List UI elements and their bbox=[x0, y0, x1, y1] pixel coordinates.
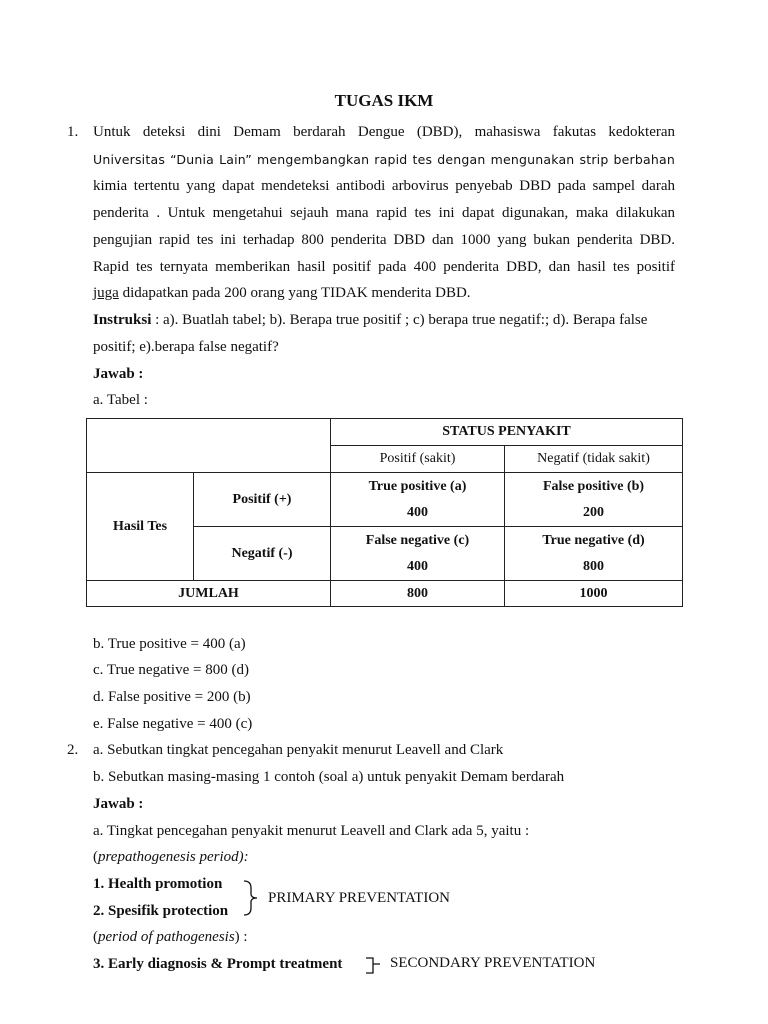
fp-value: 200 bbox=[583, 504, 604, 520]
jawab-label-2: Jawab : bbox=[93, 796, 144, 812]
prepath-paren: ( bbox=[93, 849, 98, 865]
instruksi-line-2: positif; e).berapa false negatif? bbox=[93, 339, 279, 355]
tabel-label: a. Tabel : bbox=[93, 392, 148, 408]
jawab-label-1: Jawab : bbox=[93, 366, 144, 382]
row-group-hasil-tes: Hasil Tes bbox=[87, 473, 194, 581]
fp-label: False positive (b) bbox=[542, 478, 645, 494]
fn-value: 400 bbox=[407, 558, 428, 574]
item-early-diagnosis: 3. Early diagnosis & Prompt treatment bbox=[93, 956, 343, 972]
primary-brace-icon bbox=[242, 880, 262, 916]
total-negatif: 1000 bbox=[505, 581, 683, 607]
q2-line-a: a. Sebutkan tingkat pencegahan penyakit menurut Leavell and Clark bbox=[93, 742, 504, 758]
cell-false-positive bbox=[505, 473, 683, 527]
table-empty-corner bbox=[87, 419, 331, 473]
tp-label: True positive (a) bbox=[368, 478, 467, 494]
page-title: TUGAS IKM bbox=[334, 91, 434, 110]
q1-line-7 bbox=[93, 285, 471, 302]
prepathogenesis-line bbox=[93, 849, 249, 866]
question-2-number: 2. bbox=[67, 742, 79, 758]
path-close: ) : bbox=[234, 929, 248, 945]
pathogenesis-line bbox=[93, 929, 248, 946]
q1-line-1: Untuk deteksi dini Demam berdarah Dengue (DBD), mahasiswa fakutas kedokteran bbox=[93, 124, 675, 140]
q1-line-5: pengujian rapid tes ini terhadap 800 penderita DBD dan 1000 yang bukan penderita DBD. bbox=[93, 232, 675, 248]
instruksi-text-1: : a). Buatlah tabel; b). Berapa true positif ; c) berapa true negatif:; d). Berapa false bbox=[151, 312, 648, 328]
cell-true-positive bbox=[331, 473, 505, 527]
cell-false-negative bbox=[331, 527, 505, 581]
q1-line-7-rest: didapatkan pada 200 orang yang TIDAK menderita DBD. bbox=[118, 285, 471, 301]
tp-value: 400 bbox=[407, 504, 428, 520]
contingency-table bbox=[86, 418, 683, 607]
instruksi-line-1 bbox=[93, 312, 647, 329]
item-health-promotion: 1. Health promotion bbox=[93, 876, 223, 892]
total-label: JUMLAH bbox=[87, 581, 331, 607]
answer-b: b. True positive = 400 (a) bbox=[93, 636, 246, 652]
status-penyakit-header: STATUS PENYAKIT bbox=[331, 419, 683, 446]
answer-e: e. False negative = 400 (c) bbox=[93, 716, 253, 732]
tn-value: 800 bbox=[583, 558, 604, 574]
question-1-number: 1. bbox=[67, 124, 79, 140]
instruksi-label: Instruksi bbox=[93, 312, 152, 328]
row-header-positif: Positif (+) bbox=[194, 473, 331, 527]
col-header-negatif: Negatif (tidak sakit) bbox=[505, 446, 683, 473]
answer-d: d. False positive = 200 (b) bbox=[93, 689, 251, 705]
primary-prevention-label: PRIMARY PREVENTATION bbox=[268, 890, 451, 906]
q1-line-4: penderita . Untuk mengetahui sejauh mana rapid tes ini dapat digunakan, maka dilakukan bbox=[93, 205, 675, 221]
secondary-brace-icon bbox=[364, 956, 386, 976]
row-header-negatif: Negatif (-) bbox=[194, 527, 331, 581]
underlined-word: juga bbox=[93, 285, 119, 301]
prepathogenesis-label: prepathogenesis period): bbox=[98, 849, 249, 865]
pathogenesis-label: period of pathogenesis bbox=[98, 929, 235, 945]
fn-label: False negative (c) bbox=[365, 532, 470, 548]
secondary-prevention-label: SECONDARY PREVENTATION bbox=[390, 955, 596, 971]
q1-line-6: Rapid tes ternyata memberikan hasil positif pada 400 penderita DBD, dan hasil tes positif bbox=[93, 259, 675, 275]
total-positif: 800 bbox=[331, 581, 505, 607]
q2-answer-intro: a. Tingkat pencegahan penyakit menurut Leavell and Clark ada 5, yaitu : bbox=[93, 823, 530, 839]
path-open-paren: ( bbox=[93, 929, 98, 945]
q2-line-b: b. Sebutkan masing-masing 1 contoh (soal a) untuk penyakit Demam berdarah bbox=[93, 769, 565, 785]
answer-c: c. True negative = 800 (d) bbox=[93, 662, 249, 678]
item-specific-protection: 2. Spesifik protection bbox=[93, 903, 229, 919]
q1-line-3: kimia tertentu yang dapat mendeteksi antibodi arbovirus penyebab DBD pada sampel darah bbox=[93, 178, 675, 194]
col-header-positif: Positif (sakit) bbox=[331, 446, 505, 473]
cell-true-negative bbox=[505, 527, 683, 581]
q1-line-2: Universitas “Dunia Lain” mengembangkan rapid tes dengan mengunakan strip berbahan bbox=[93, 152, 675, 167]
tn-label: True negative (d) bbox=[542, 532, 645, 548]
